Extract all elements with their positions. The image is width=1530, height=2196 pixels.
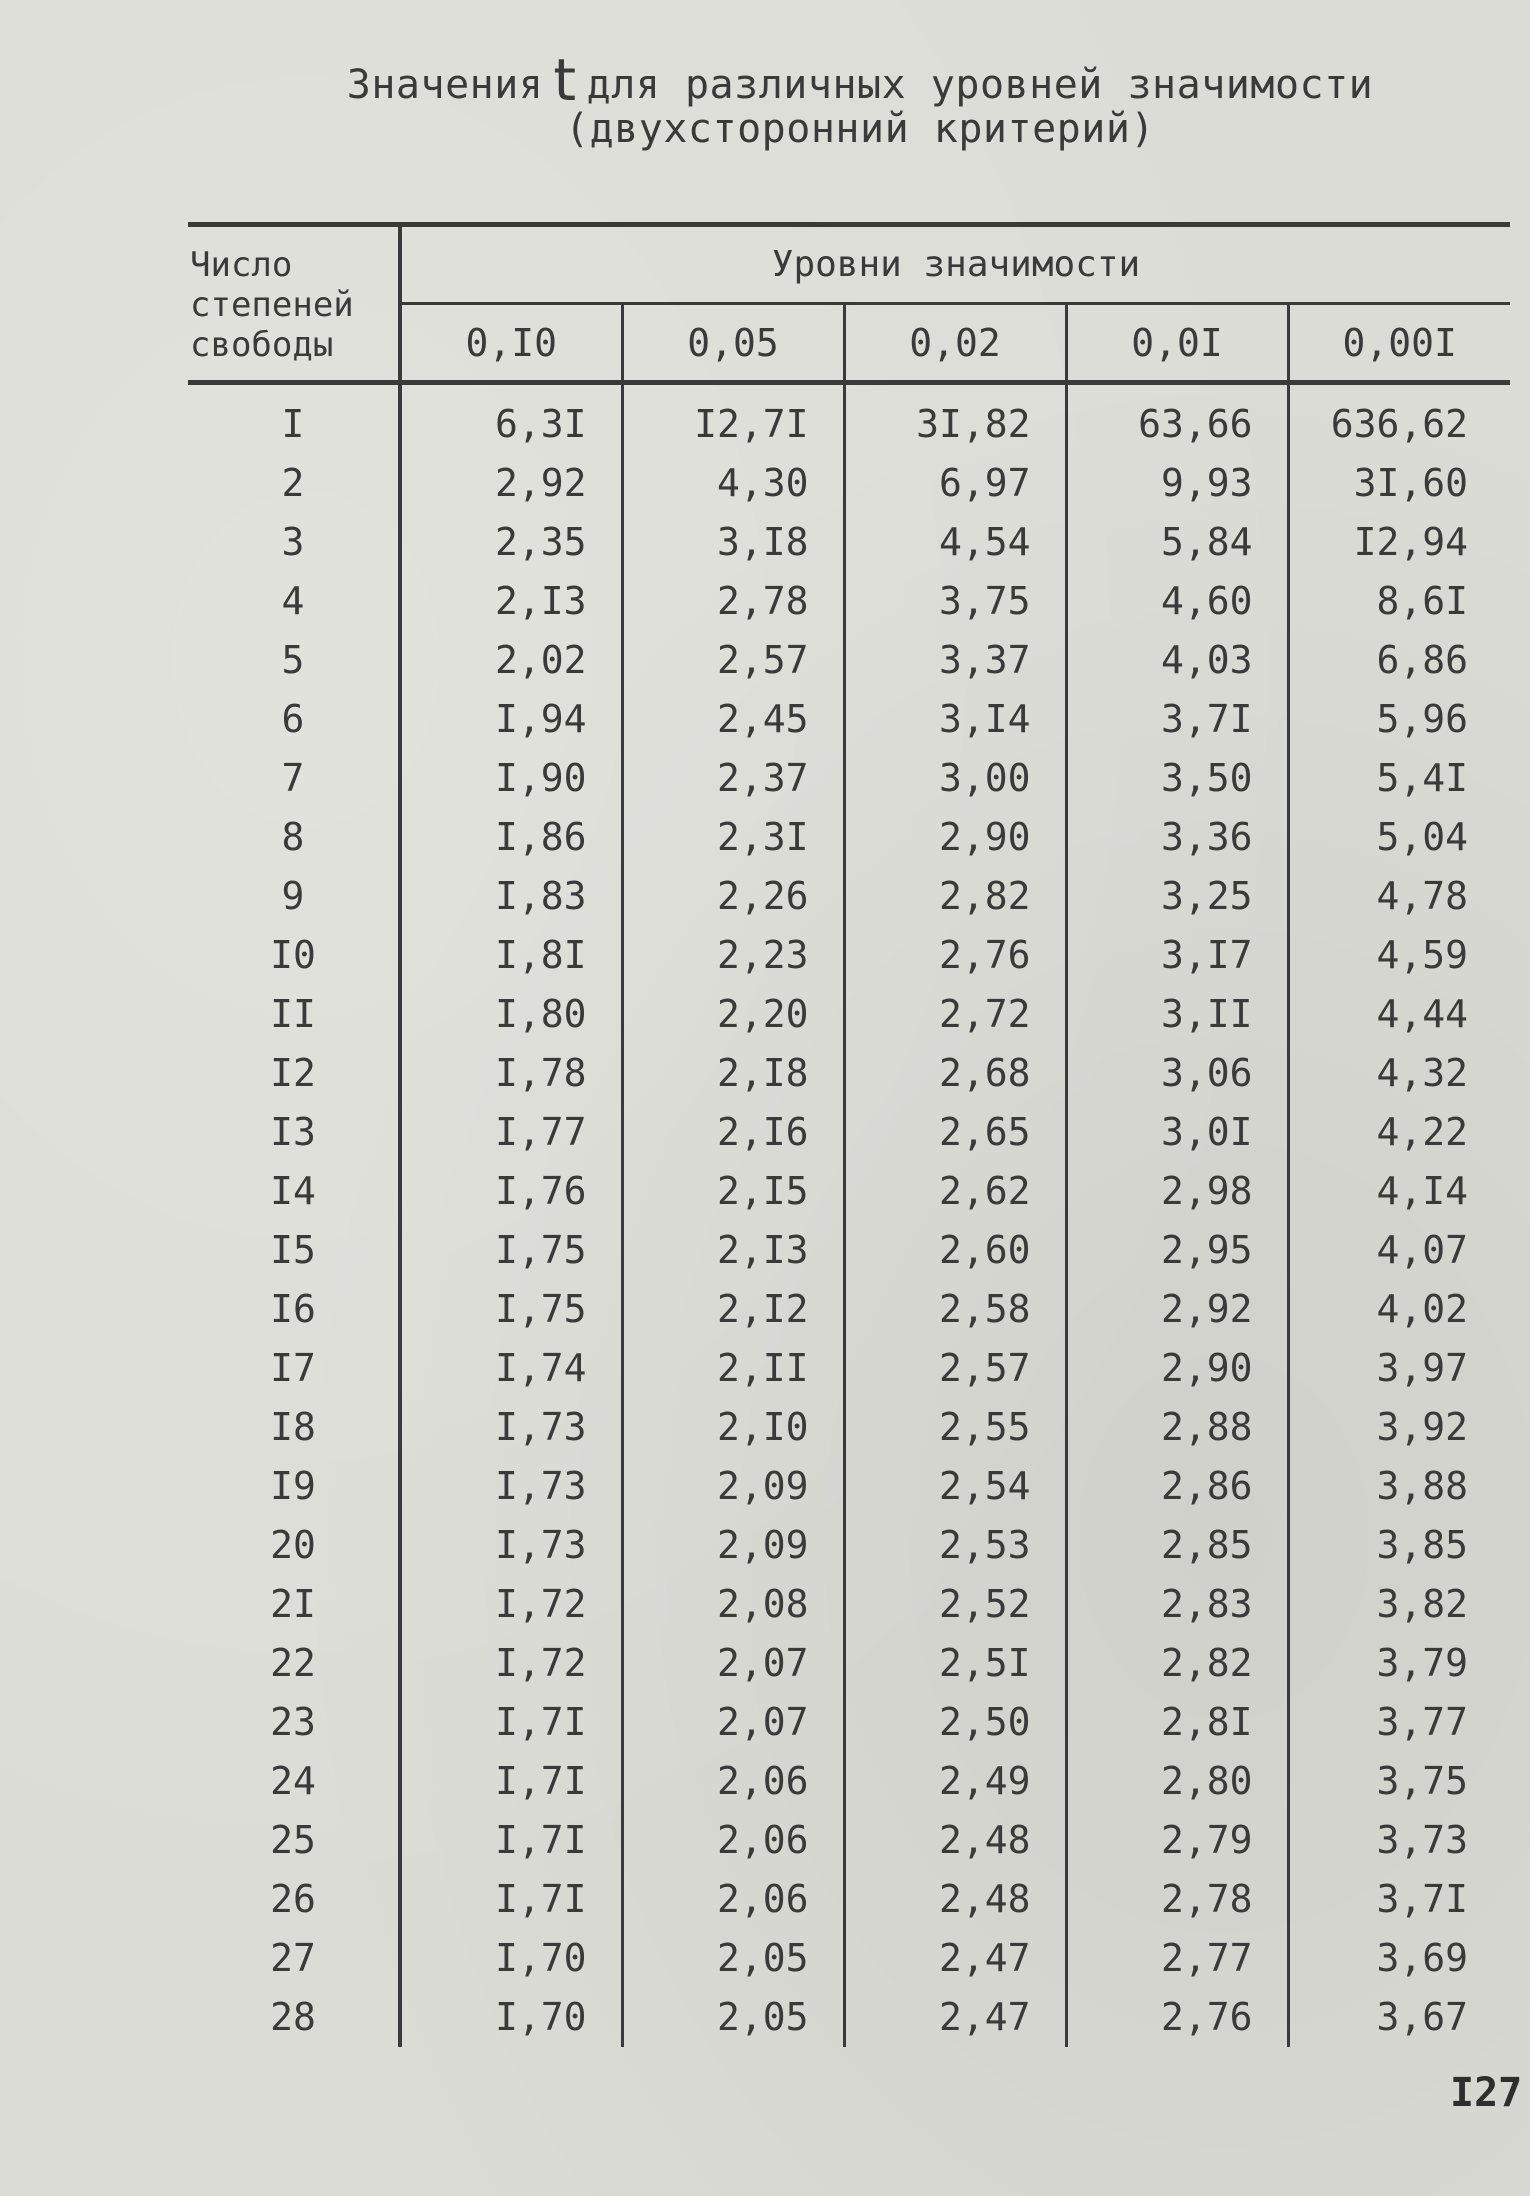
page-title [300,46,1420,152]
level-header: 0,00I [1288,304,1510,383]
t-value-cell: 3,I4 [844,690,1066,749]
t-value-cell: 2,05 [622,1988,844,2047]
t-value-cell: 2,80 [1066,1752,1288,1811]
t-value-cell: 2,8I [1066,1693,1288,1752]
dof-cell: 27 [188,1929,400,1988]
t-value-cell: 4,59 [1376,933,1468,977]
t-value-cell: I,7I [400,1693,622,1752]
t-values-table [188,222,1510,2047]
t-value-cell: 2,76 [844,926,1066,985]
t-value-cell: 3,79 [1376,1641,1468,1685]
t-value-cell: 2,5I [844,1634,1066,1693]
t-value-cell: 2,98 [1066,1162,1288,1221]
t-value-cell: 2,48 [844,1811,1066,1870]
t-value-cell: I,83 [400,867,622,926]
table-row [188,926,1510,985]
t-value-cell: 2,08 [622,1575,844,1634]
t-value-cell: 2,I0 [622,1398,844,1457]
t-value-cell: 3,82 [1376,1582,1468,1626]
t-value-cell: 3,06 [1066,1044,1288,1103]
table-row [188,1929,1510,1988]
t-value-cell: I,7I [400,1752,622,1811]
dof-cell: 20 [188,1516,400,1575]
t-value-cell: 2,I3 [400,572,622,631]
dof-cell: 23 [188,1693,400,1752]
table-row [188,1693,1510,1752]
t-value-cell: I2,94 [1353,520,1468,564]
dof-cell: I6 [188,1280,400,1339]
table-row [188,1044,1510,1103]
t-value-cell: 2,I2 [622,1280,844,1339]
table-row [188,572,1510,631]
dof-cell: 9 [188,867,400,926]
table-row [188,1398,1510,1457]
t-value-cell: 2,90 [844,808,1066,867]
t-value-cell: I,72 [400,1634,622,1693]
t-value-cell: 2,92 [1066,1280,1288,1339]
t-value-cell: 2,45 [622,690,844,749]
dof-cell: 22 [188,1634,400,1693]
t-value-cell: 3I,82 [844,383,1066,455]
t-value-cell: I,72 [400,1575,622,1634]
t-value-cell: I,86 [400,808,622,867]
t-value-cell: I,7I [400,1811,622,1870]
title-line-1 [300,46,1420,114]
t-value-cell: 3,85 [1376,1523,1468,1567]
t-value-cell: I,75 [400,1280,622,1339]
t-value-cell: 2,II [622,1339,844,1398]
table-row [188,1634,1510,1693]
t-value-cell: 2,09 [622,1516,844,1575]
t-value-cell: 2,48 [844,1870,1066,1929]
t-value-cell: 2,53 [844,1516,1066,1575]
table-row [188,1752,1510,1811]
t-value-cell: 9,93 [1066,454,1288,513]
dof-cell: II [188,985,400,1044]
t-value-cell: 2,90 [1066,1339,1288,1398]
t-value-cell: 2,26 [622,867,844,926]
t-value-cell: I,80 [400,985,622,1044]
dof-header-line-2: степеней [190,285,354,325]
table-row [188,1575,1510,1634]
t-value-cell: 2,47 [844,1929,1066,1988]
t-value-cell: 4,30 [622,454,844,513]
t-value-cell: 2,3I [622,808,844,867]
dof-cell: 6 [188,690,400,749]
t-value-cell: 3,88 [1376,1464,1468,1508]
t-value-cell: 3,67 [1376,1995,1468,2039]
t-value-cell: 2,86 [1066,1457,1288,1516]
t-value-cell: 2,54 [844,1457,1066,1516]
dof-cell: I4 [188,1162,400,1221]
t-value-cell: 4,32 [1376,1051,1468,1095]
t-values-table-container [188,222,1510,2047]
t-value-cell: 2,83 [1066,1575,1288,1634]
t-value-cell: 2,06 [622,1811,844,1870]
level-header: 0,05 [622,304,844,383]
t-value-cell: 2,82 [1066,1634,1288,1693]
title-symbol-t: t [553,46,577,114]
t-value-cell: 8,6I [1376,579,1468,623]
dof-cell: 25 [188,1811,400,1870]
page-number: I27 [1450,2070,1523,2116]
t-value-cell: 2,60 [844,1221,1066,1280]
t-value-cell: 6,3I [400,383,622,455]
dof-cell: 4 [188,572,400,631]
t-value-cell: 2,55 [844,1398,1066,1457]
t-value-cell: 2,02 [400,631,622,690]
t-value-cell: 2,58 [844,1280,1066,1339]
t-value-cell: 2,85 [1066,1516,1288,1575]
dof-cell: 24 [188,1752,400,1811]
table-row [188,985,1510,1044]
t-value-cell: 636,62 [1330,402,1468,446]
table-row [188,454,1510,513]
t-value-cell: 3,36 [1066,808,1288,867]
t-value-cell: 2,06 [622,1752,844,1811]
t-value-cell: 2,65 [844,1103,1066,1162]
level-header: 0,0I [1066,304,1288,383]
t-value-cell: 2,I6 [622,1103,844,1162]
significance-levels-header: Уровни значимости [400,225,1510,304]
t-value-cell: I,70 [400,1988,622,2047]
t-value-cell: 3,I7 [1066,926,1288,985]
t-value-cell: I,73 [400,1398,622,1457]
t-value-cell: 2,57 [844,1339,1066,1398]
table-row [188,1988,1510,2047]
t-value-cell: 4,22 [1376,1110,1468,1154]
t-value-cell: I,7I [400,1870,622,1929]
t-value-cell: 2,52 [844,1575,1066,1634]
t-value-cell: 2,05 [622,1929,844,1988]
dof-header-line-3: свободы [190,325,334,365]
dof-cell: 8 [188,808,400,867]
table-row [188,1339,1510,1398]
t-value-cell: 3,7I [1066,690,1288,749]
t-value-cell: 2,I5 [622,1162,844,1221]
table-row [188,1103,1510,1162]
table-row [188,1516,1510,1575]
t-value-cell: I,74 [400,1339,622,1398]
t-value-cell: I,75 [400,1221,622,1280]
t-value-cell: 3,92 [1376,1405,1468,1449]
t-value-cell: 2,49 [844,1752,1066,1811]
dof-header-line-1: Число [190,245,293,285]
t-value-cell: 2,82 [844,867,1066,926]
t-value-cell: I,76 [400,1162,622,1221]
t-value-cell: 3,25 [1066,867,1288,926]
level-header: 0,I0 [400,304,622,383]
table-row [188,1811,1510,1870]
dof-cell: I7 [188,1339,400,1398]
t-value-cell: 6,86 [1376,638,1468,682]
t-value-cell: 3,7I [1376,1877,1468,1921]
t-value-cell: 63,66 [1066,383,1288,455]
t-value-cell: 5,84 [1066,513,1288,572]
dof-cell: 5 [188,631,400,690]
table-row [188,1280,1510,1339]
t-value-cell: 2,62 [844,1162,1066,1221]
t-value-cell: I,90 [400,749,622,808]
t-value-cell: 2,78 [622,572,844,631]
t-value-cell: 2,I3 [622,1221,844,1280]
dof-cell: I2 [188,1044,400,1103]
t-value-cell: I,70 [400,1929,622,1988]
dof-cell: 3 [188,513,400,572]
t-value-cell: 4,54 [844,513,1066,572]
t-value-cell: 4,44 [1376,992,1468,1036]
t-value-cell: 2,09 [622,1457,844,1516]
t-value-cell: 2,77 [1066,1929,1288,1988]
t-value-cell: 2,07 [622,1693,844,1752]
t-value-cell: 3,0I [1066,1103,1288,1162]
t-value-cell: 2,68 [844,1044,1066,1103]
t-value-cell: 2,72 [844,985,1066,1044]
table-row [188,1221,1510,1280]
t-value-cell: 3,II [1066,985,1288,1044]
header-row-top [188,225,1510,304]
t-value-cell: I,78 [400,1044,622,1103]
dof-cell: I0 [188,926,400,985]
title-word-after: для различных уровней значимости [586,62,1374,108]
t-value-cell: 3,73 [1376,1818,1468,1862]
t-value-cell: I,94 [400,690,622,749]
t-value-cell: 2,07 [622,1634,844,1693]
table-row [188,1457,1510,1516]
t-value-cell: 2,95 [1066,1221,1288,1280]
dof-cell: I5 [188,1221,400,1280]
table-row [188,808,1510,867]
t-value-cell: 5,04 [1376,815,1468,859]
t-value-cell: 3,75 [1376,1759,1468,1803]
t-value-cell: 2,35 [400,513,622,572]
t-value-cell: 2,06 [622,1870,844,1929]
t-value-cell: 2,23 [622,926,844,985]
t-value-cell: 2,79 [1066,1811,1288,1870]
t-value-cell: 3,37 [844,631,1066,690]
title-word-before: Значения [346,62,544,108]
dof-cell: 7 [188,749,400,808]
t-value-cell: 2,76 [1066,1988,1288,2047]
t-value-cell: 3,I8 [622,513,844,572]
table-row [188,513,1510,572]
t-value-cell: I,8I [400,926,622,985]
dof-cell: 2I [188,1575,400,1634]
t-value-cell: 2,88 [1066,1398,1288,1457]
t-value-cell: 2,20 [622,985,844,1044]
t-value-cell: 3,77 [1376,1700,1468,1744]
t-value-cell: 4,07 [1376,1228,1468,1272]
dof-cell: I8 [188,1398,400,1457]
t-value-cell: 2,92 [400,454,622,513]
t-value-cell: 4,02 [1376,1287,1468,1331]
dof-cell: I [188,383,400,455]
t-value-cell: 3,00 [844,749,1066,808]
level-header: 0,02 [844,304,1066,383]
t-value-cell: I,73 [400,1457,622,1516]
table-row [188,867,1510,926]
t-value-cell: 4,I4 [1376,1169,1468,1213]
t-value-cell: I,77 [400,1103,622,1162]
t-value-cell: 5,4I [1376,756,1468,800]
table-row [188,383,1510,455]
t-value-cell: I,73 [400,1516,622,1575]
table-row [188,749,1510,808]
t-value-cell: 2,I8 [622,1044,844,1103]
dof-cell: 2 [188,454,400,513]
t-value-cell: 3,69 [1376,1936,1468,1980]
t-value-cell: 3,75 [844,572,1066,631]
table-row [188,1162,1510,1221]
t-value-cell: 2,37 [622,749,844,808]
t-value-cell: 5,96 [1376,697,1468,741]
title-line-2: (двухсторонний критерий) [565,106,1155,152]
table-body [188,383,1510,2048]
t-value-cell: 4,03 [1066,631,1288,690]
t-value-cell: 6,97 [844,454,1066,513]
degrees-of-freedom-header [188,225,400,383]
t-value-cell: 3I,60 [1353,461,1468,505]
t-value-cell: 2,47 [844,1988,1066,2047]
t-value-cell: 2,57 [622,631,844,690]
t-value-cell: 4,78 [1376,874,1468,918]
dof-cell: 26 [188,1870,400,1929]
t-value-cell: 2,50 [844,1693,1066,1752]
t-value-cell: 4,60 [1066,572,1288,631]
t-value-cell: 3,50 [1066,749,1288,808]
dof-cell: I9 [188,1457,400,1516]
t-value-cell: 2,78 [1066,1870,1288,1929]
table-row [188,1870,1510,1929]
dof-cell: I3 [188,1103,400,1162]
t-value-cell: 3,97 [1376,1346,1468,1390]
table-row [188,631,1510,690]
t-value-cell: I2,7I [622,383,844,455]
table-row [188,690,1510,749]
dof-cell: 28 [188,1988,400,2047]
